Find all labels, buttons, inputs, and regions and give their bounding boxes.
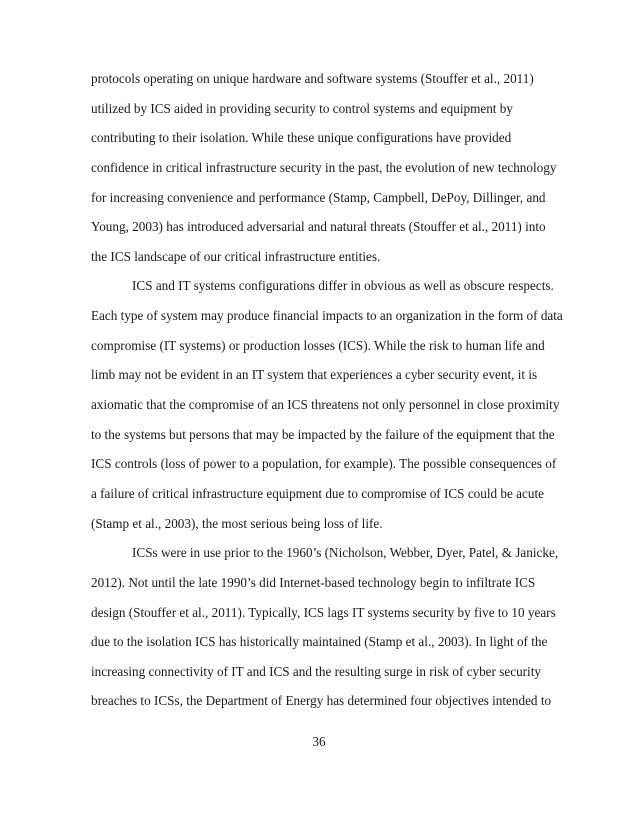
text-line: for increasing convenience and performance (Stamp, Campbell, DePoy, Dillinger, and [91, 189, 546, 205]
paragraph-first-line: ICSs were in use prior to the 1960’s (Nicholson, Webber, Dyer, Patel, & Janicke, [132, 545, 559, 561]
text-line: increasing connectivity of IT and ICS and the resulting surge in risk of cyber security [91, 663, 541, 679]
text-line: utilized by ICS aided in providing security to control systems and equipment by [91, 100, 513, 116]
text-line: 2012). Not until the late 1990’s did Internet-based technology begin to infiltrate ICS [91, 574, 536, 590]
text-line: confidence in critical infrastructure security in the past, the evolution of new technology [91, 159, 557, 175]
text-line: contributing to their isolation. While these unique configurations have provided [91, 130, 512, 146]
body-text [91, 71, 563, 724]
text-line: (Stamp et al., 2003), the most serious being loss of life. [91, 515, 383, 531]
text-line: ICS controls (loss of power to a population, for example). The possible consequences of [91, 456, 557, 472]
text-line: due to the isolation ICS has historically maintained (Stamp et al., 2003). In light of the [91, 634, 548, 650]
text-line: limb may not be evident in an IT system that experiences a cyber security event, it is [91, 367, 538, 383]
text-line: Young, 2003) has introduced adversarial and natural threats (Stouffer et al., 2011) into [91, 219, 546, 235]
text-line: the ICS landscape of our critical infrastructure entities. [91, 248, 381, 264]
text-line: protocols operating on unique hardware and software systems (Stouffer et al., 2011) [91, 71, 534, 86]
text-line: breaches to ICSs, the Department of Energy has determined four objectives intended to [91, 693, 552, 709]
text-line: Each type of system may produce financial impacts to an organization in the form of data [91, 308, 563, 324]
text-line: to the systems but persons that may be impacted by the failure of the equipment that the [91, 426, 555, 442]
page-number: 36 [312, 734, 326, 749]
text-line: design (Stouffer et al., 2011). Typically, ICS lags IT systems security by five to 10 years [91, 604, 556, 620]
text-line: a failure of critical infrastructure equipment due to compromise of ICS could be acute [91, 485, 544, 501]
text-line: compromise (IT systems) or production losses (ICS). While the risk to human life and [91, 337, 545, 353]
paragraph-first-line: ICS and IT systems configurations differ in obvious as well as obscure respects. [132, 278, 554, 294]
text-line: axiomatic that the compromise of an ICS threatens not only personnel in close proximity [91, 397, 560, 413]
